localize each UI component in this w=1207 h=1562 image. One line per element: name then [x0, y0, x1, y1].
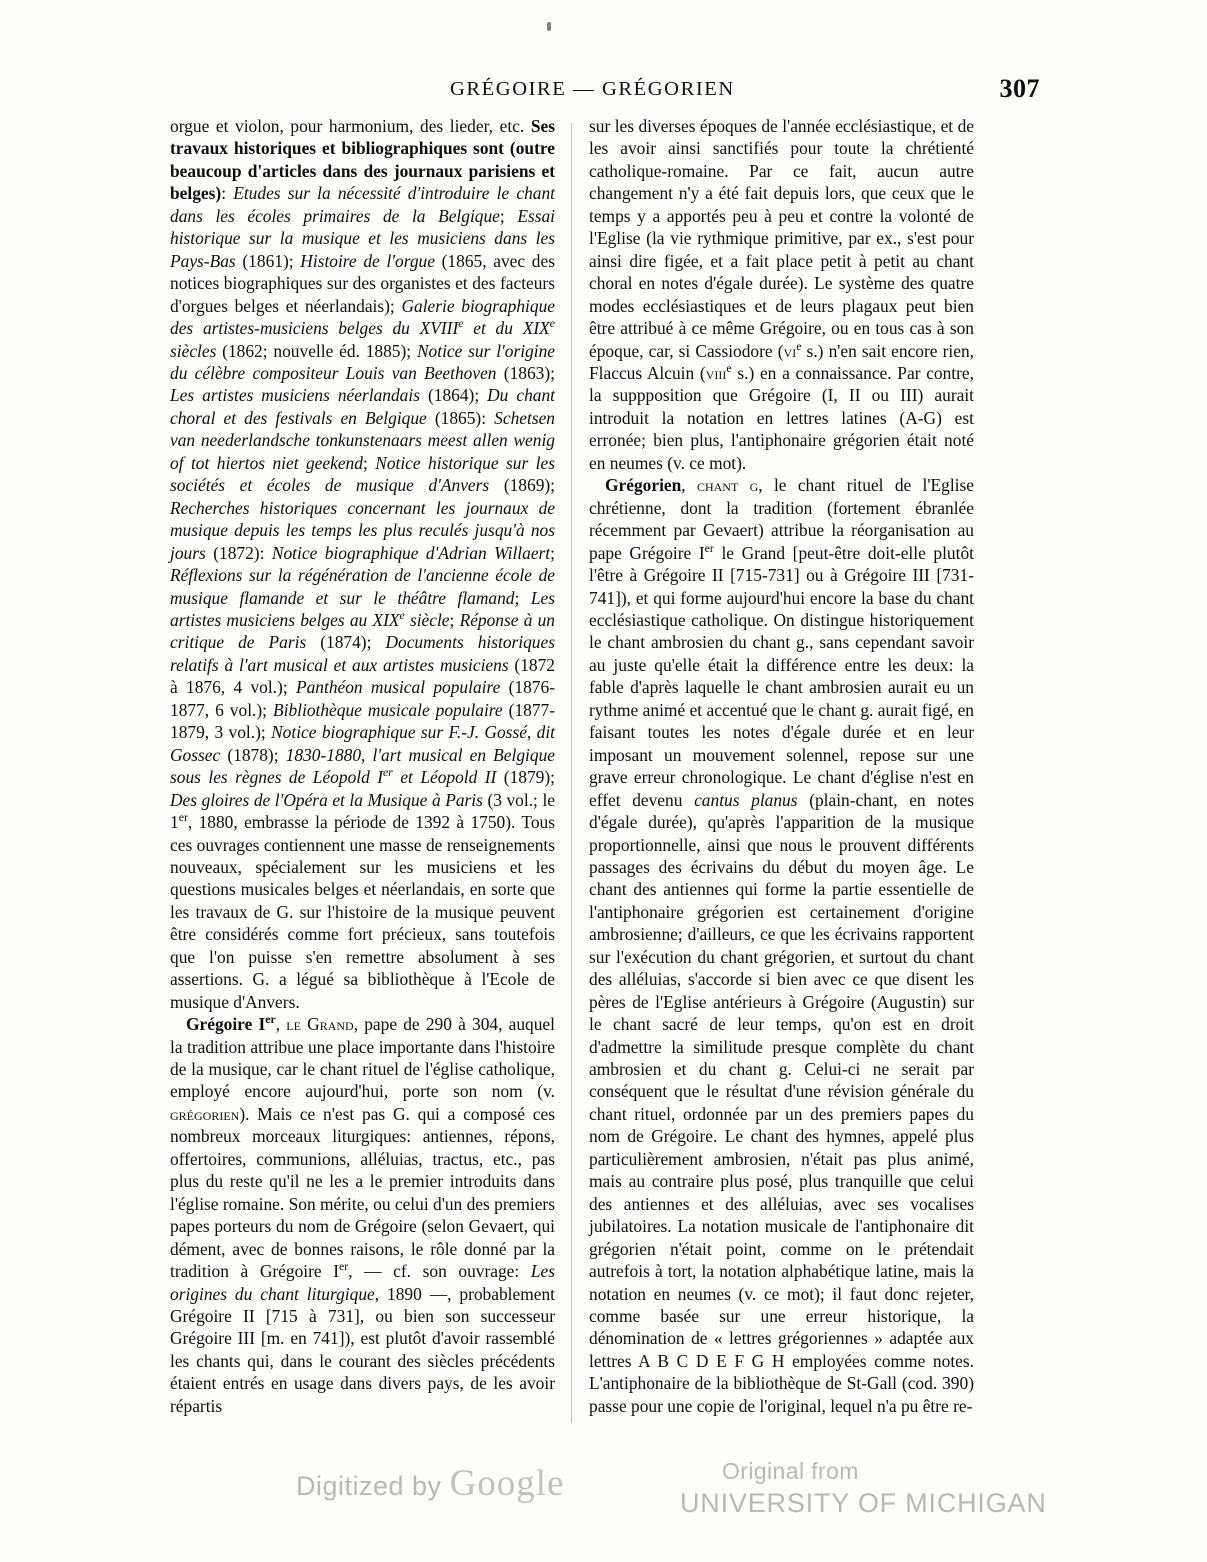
- running-title: GRÉGOIRE — GRÉGORIEN: [450, 78, 735, 100]
- page-footer: [0, 1458, 1207, 1542]
- column-divider: [571, 123, 572, 1423]
- paragraph-left-2: Grégoire Ier, le Grand, pape de 290 à 304, auquel la tradition attribue une place importante dans l'histoire de la musique, car le chant rituel de l'église catholique, employé encore aujourd'hui, porte son nom (v. grégorien). Mais ce n'est pas G. qui a composé ces nombreux morceaux liturgiques: antiennes, répons, offertoires, communions, alléluias, tractus, etc., pas plus du reste qu'il ne les a le premier introduits dans l'église romaine. Son mérite, ou celui d'un des premiers papes porteurs du nom de Grégoire (selon Gevaert, qui dément, avec de bonnes raisons, le rôle donné par la tradition à Grégoire Ier, — cf. son ouvrage: Les origines du chant liturgique, 1890 —, probablement Grégoire II [715 à 731], ou bien son successeur Grégoire III [m. en 741]), est plutôt d'avoir rassemblé les chants qui, dans le courant des siècles précédents étaient entrés en usage dans divers pays, de les avoir répartis: [170, 1012, 555, 1416]
- left-column: [170, 115, 555, 1417]
- body-columns: [170, 115, 1042, 1435]
- paragraph-left-1: orgue et violon, pour harmonium, des lieder, etc. Ses travaux historiques et bibliographiques sont (outre beaucoup d'articles dans des journaux parisiens et belges): Etudes sur la nécessité d'introduire le chant dans les écoles primaires de la Belgique; Essai historique sur la musique et les musiciens dans les Pays-Bas (1861); Histoire de l'orgue (1865, avec des notices biographiques sur des organistes et des facteurs d'orgues belges et néerlandais); Galerie biographique des artistes-musiciens belges du XVIIIe et du XIXe siècles (1862; nouvelle éd. 1885); Notice sur l'origine du célèbre compositeur Louis van Beethoven (1863); Les artistes musiciens néerlandais (1864); Du chant choral et des festivals en Belgique (1865): Schetsen van neederlandsche tonkunstenaars meest allen wenig of tot hiertos niet geekend; Notice historique sur les sociétés et écoles de musique d'Anvers (1869); Recherches historiques concernant les journaux de musique depuis les temps les plus reculés jusqu'à nos jours (1872): Notice biographique d'Adrian Willaert; Réflexions sur la régénération de l'ancienne école de musique flamande et sur le théâtre flamand; Les artistes musiciens belges au XIXe siècle; Réponse à un critique de Paris (1874); Documents historiques relatifs à l'art musical et aux artistes musiciens (1872 à 1876, 4 vol.); Panthéon musical populaire (1876-1877, 6 vol.); Bibliothèque musicale populaire (1877-1879, 3 vol.); Notice biographique sur F.-J. Gossé, dit Gossec (1878); 1830-1880, l'art musical en Belgique sous les règnes de Léopold Ier et Léopold II (1879); Des gloires de l'Opéra et la Musique à Paris (3 vol.; le 1er, 1880, embrasse la période de 1392 à 1750). Tous ces ouvrages contiennent une masse de renseignements nouveaux, spécialement sur les musiciens et les questions musicales belges et néerlandais, en sorte que les travaux de G. sur l'histoire de la musique peuvent être considérés comme fort précieux, sans toutefois que l'on puisse s'en remettre absolument à ses assertions. G. a légué sa bibliothèque à l'Ecole de musique d'Anvers.: [170, 116, 556, 1012]
- digitized-by-label: Digitized by: [296, 1471, 442, 1501]
- paragraph-right-2: Grégorien, chant g, le chant rituel de l'Eglise chrétienne, dont la tradition (fortement ébranlée récemment par Gevaert) attribue la réorganisation au pape Grégoire Ier le Grand [peut-être doit-elle plutôt l'être à Grégoire II [715-731] ou à Grégoire III [731-741]), et qui forme aujourd'hui encore la base du chant ecclésiastique catholique. On distingue historiquement le chant ambrosien du chant g., sans cependant savoir au juste qu'elle était la différence entre les deux: la fable d'après laquelle le chant ambrosien aurait eu un rythme animé et accentué que le chant g. aurait figé, en faisant toutes les notes d'égale durée et en leur imposant un mouvement solennel, repose sur une grave erreur chronologique. Le chant d'église n'est en effet devenu cantus planus (plain-chant, en notes d'égale durée), qu'après l'apparition de la musique proportionnelle, ainsi que nous le prouvent différents passages des écrivains du début du moyen âge. Le chant des antiennes qui forme la partie essentielle de l'antiphonaire grégorien est certainement d'origine ambrosienne; d'ailleurs, ce que les écrivains rapportent sur l'exécution du chant grégorien, et surtout du chant des alléluias, s'accorde si bien avec ce que disent les pères de l'Eglise antérieurs à Grégoire (Augustin) sur le chant sacré de leur temps, qu'on est en droit d'admettre la similitude presque complète du chant ambrosien et du chant g. Celui-ci ne serait par conséquent que le résultat d'une révision générale du chant rituel, ordonnée par un des premiers papes du nom de Grégoire. Le chant des hymnes, appelé plus particulièrement ambrosien, n'était pas plus animé, mais au contraire plus posé, plus tranquille que celui des antiennes et des alléluias, avec ses vocalises jubilatoires. La notation musicale de l'antiphonaire dit grégorien n'était point, comme on le prétendait autrefois à tort, la notation alphabétique latine, mais la notation en neumes (v. ce mot); il faut donc rejeter, comme basée sur une erreur historique, la dénomination de « lettres grégoriennes » adaptée aux lettres A B C D E F G H employées comme notes. L'antiphonaire de la bibliothèque de St-Gall (cod. 390) passe pour une copie de l'original, lequel n'a pu être re-: [589, 475, 974, 1416]
- google-wordmark: Google: [449, 1463, 565, 1504]
- original-from-label: Original from: [722, 1458, 859, 1484]
- right-column: [589, 115, 974, 1417]
- institution-label: UNIVERSITY OF MICHIGAN: [680, 1488, 1047, 1518]
- page-header: [170, 74, 1040, 104]
- paragraph-right-1: sur les diverses époques de l'année ecclésiastique, et de les avoir ainsi sanctifiés pour toute la chrétienté catholique-romaine. Par ce fait, aucun autre changement n'y a été fait depuis lors, que ceux que le temps y a apportés peu à peu et contre la volonté de l'Eglise (la vie rythmique primitive, par ex., s'est pour ainsi dire figée, et a fait place petit à petit au chant choral en notes d'égale durée). Le système des quatre modes ecclésiastiques et de leurs plagaux peut bien être attribué à ce même Grégoire, ou en tous cas à son époque, car, si Cassiodore ($vi^e$ s.) n'en sait encore rien, Flaccus Alcuin (viii$^e$ s.) en a connaissance. Par contre, la suppposition que Grégoire (I, II ou III) aurait introduit la notation en lettres latines (A-G) est erronée; bien plus, l'antiphonaire grégorien était noté en neumes (v. ce mot).: [589, 116, 975, 473]
- page-number: 307: [999, 74, 1040, 103]
- scan-artifact-speck: [547, 22, 551, 31]
- digitized-by-credit: [296, 1462, 565, 1505]
